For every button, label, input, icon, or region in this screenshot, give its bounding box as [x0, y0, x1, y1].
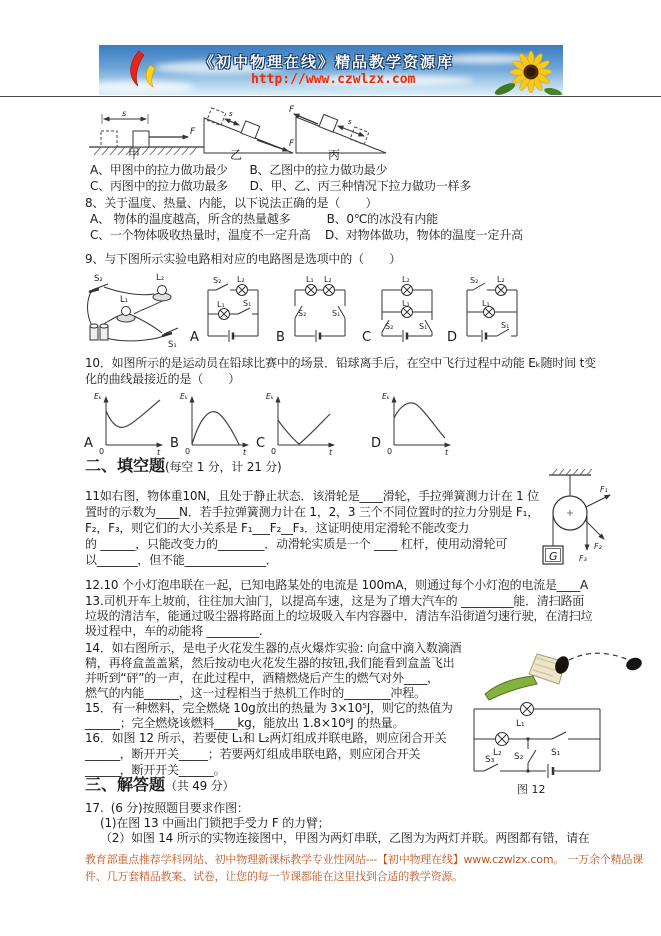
figure-graph-a	[92, 387, 168, 457]
lamp-l2-label: L₂	[493, 748, 502, 758]
force-f1-label: F₁	[600, 485, 608, 494]
figure-graph-c	[264, 387, 340, 457]
graph-c-label: C	[256, 436, 265, 451]
lamp-l2-label: L₂	[497, 275, 505, 284]
q16-line1: 16．如图 12 所示，若要使 L₁和 L₂两灯组成并联电路，则应闭合开关	[85, 731, 447, 745]
section2-note: (每空 1 分，计 21 分)	[165, 460, 282, 474]
force-label: F	[289, 139, 295, 149]
figure-circuit-option-d	[461, 274, 523, 344]
lamp-l1-label: L₁	[402, 299, 410, 308]
graph-ylabel: Eₖ	[94, 392, 102, 401]
switch-s2-label: S₂	[94, 274, 103, 284]
lamp-l1-label: L₁	[516, 719, 525, 729]
q11-line4: 的 ______，只能改变力的________．动滑轮实质是一个 ____ 杠杆，使用动滑轮可	[85, 537, 508, 551]
q17-part1: (1)在图 13 中画出门锁把手受力 F 的力臂；	[100, 816, 330, 830]
q10-stem-line2: 化的曲线最接近的是（ ）	[85, 372, 241, 386]
circuit-option-b-label: B	[276, 330, 285, 345]
q16-line3: ______，断开开关______。	[85, 763, 226, 777]
q17-part2: （2）如图 14 所示的实物连接图中，甲图为两灯串联，乙图为为两灯并联。两图都有错，请在	[100, 831, 590, 845]
graph-xlabel: t	[157, 448, 161, 457]
header-divider	[0, 96, 661, 97]
figure-circuit-option-b	[289, 274, 351, 344]
site-logo-icon	[125, 50, 165, 90]
q13-line2: 垃圾的清洁车，能通过吸尘器将路面上的垃圾吸入车内容器中．清洁车沿街道匀速行驶，在清扫垃	[85, 609, 593, 623]
section2-heading	[85, 458, 282, 475]
q14-line1: 14．如右图所示，是电子火花发生器的点火爆炸实验: 向盒中滴入数滴酒	[85, 641, 462, 655]
graph-ylabel: Eₖ	[266, 392, 274, 401]
graph-ylabel: Eₖ	[180, 392, 188, 401]
figure-bing-label: 丙	[328, 148, 340, 162]
q8-options-cd: C、一个物体吸收热量时，温度不一定升高 D、对物体做功，物体的温度一定升高	[90, 228, 523, 242]
graph-xlabel: t	[445, 448, 449, 457]
figure-graph-b	[178, 387, 254, 457]
sunflower-icon	[487, 45, 563, 95]
q11-line5: 以_______，但不能______________．	[85, 553, 278, 567]
lamp-l1-label: L₁	[482, 299, 490, 308]
graph-b-label: B	[170, 436, 179, 451]
q7-options-ab: A、甲图中的拉力做功最少 B、乙图中的拉力做功最少	[90, 163, 388, 177]
site-banner	[99, 45, 563, 95]
footer-line2: 件、几万套精品教案、试卷，让您的每一节课都能在这里找到合适的教学资源。	[85, 870, 463, 883]
q8-stem: 8、关于温度、热量、内能，以下说法正确的是（ ）	[85, 196, 378, 210]
lamp-l1-label: L₁	[217, 300, 225, 309]
force-label: F	[289, 105, 295, 115]
graph-d-label: D	[371, 436, 381, 451]
banner-url: http://www.czwlzx.com	[251, 72, 416, 87]
section3-title: 三、解答题	[85, 775, 166, 794]
switch-s1-label: S₁	[243, 299, 252, 308]
q14-line2: 精，再将盒盖盖紧，然后按动电火花发生器的按钮,我们能看到盒盖飞出	[85, 656, 455, 670]
switch-s2-label: S₂	[470, 276, 479, 285]
q15-line2: ______；完全燃烧该燃料____kg，能放出 1.8×10⁸J 的热量。	[85, 716, 405, 730]
switch-s2-label: S₂	[298, 309, 307, 318]
q11-line1: 11如右图，物体重10N，且处于静止状态．该滑轮是____滑轮，手拉弹簧测力计在 1 位	[85, 489, 539, 503]
force-label: F	[190, 127, 196, 137]
graph-origin: 0	[271, 447, 277, 456]
q12-text: 12.10 个小灯泡串联在一起，已知电路某处的电流是 100mA，则通过每个小灯泡的电流是____A	[85, 578, 588, 592]
q9-stem: 9、与下图所示实验电路相对应的电路图是选项中的（ ）	[85, 252, 401, 266]
q14-line3: 并听到“砰”的一声，在此过程中，酒精燃烧后产生的燃气对外____，	[85, 671, 439, 685]
force-f2-label: F₂	[594, 542, 602, 551]
q11-line2: 置时的示数为____N．若手拉弹簧测力计在 1，2，3 三个不同位置时的拉力分别是 F₁，	[85, 505, 540, 519]
q14-line4: 燃气的内能______，这一过程相当于热机工作时的________冲程。	[85, 686, 426, 700]
figure-circuit-option-a	[202, 274, 264, 344]
figure-yi-label: 乙	[230, 148, 242, 162]
graph-a-label: A	[84, 436, 93, 451]
circuit-option-c-label: C	[362, 330, 371, 345]
section3-heading	[85, 777, 234, 794]
q13-line3: 圾过程中，车的动能将 _________.	[85, 624, 263, 638]
figure-graph-d	[380, 387, 456, 457]
circuit-option-d-label: D	[447, 330, 457, 345]
distance-label: s	[229, 110, 233, 118]
switch-s1-label: S₁	[332, 309, 341, 318]
section3-note: （共 49 分）	[165, 779, 235, 793]
footer-line1: 教育部重点推荐学科网站、初中物理新课标教学专业性网站---【初中物理在线】www.czwlzx.com。 一万余个精品课	[85, 853, 644, 866]
switch-s1-label: S₁	[419, 322, 428, 331]
figure-yi-block-on-incline	[196, 104, 296, 160]
lamp-l2-label: L₂	[156, 273, 165, 283]
switch-s2-label: S₂	[213, 276, 222, 285]
switch-s2-label: S₂	[385, 322, 394, 331]
q10-stem-line1: 10．如图所示的是运动员在铅球比赛中的场景．铅球离手后，在空中飞行过程中动能 Eₖ随时间 t变	[85, 356, 596, 370]
distance-label: s	[122, 109, 127, 118]
graph-ylabel: Eₖ	[382, 392, 390, 401]
circuit-option-a-label: A	[190, 330, 199, 345]
lamp-l1-label: L₁	[306, 275, 314, 284]
switch-s3-label: S₃	[485, 755, 495, 765]
lamp-l2-label: L₂	[237, 275, 245, 284]
graph-origin: 0	[99, 447, 105, 456]
q8-options-ab: A、 物体的温度越高，所含的热量越多 B、0℃的冰没有内能	[90, 212, 438, 226]
weight-label: G	[549, 550, 558, 563]
q11-line3: F₂，F₃，则它们的大小关系是 F₁___F₂__F₃．这证明使用定滑轮不能改变力	[85, 521, 470, 535]
q17-stem: 17. (6 分)按照题目要求作图：	[85, 801, 249, 815]
switch-s2-label: S₂	[514, 752, 524, 762]
switch-s1-label: S₁	[168, 340, 177, 350]
section2-title: 二、填空题	[85, 456, 166, 475]
force-f3-label: F₃	[579, 554, 587, 563]
lamp-l1-label: L₁	[120, 295, 129, 305]
q15-line1: 15．有一种燃料，完全燃烧 10g放出的热量为 3×10⁵J，则它的热值为	[85, 701, 453, 715]
figure-12-caption: 图 12	[517, 783, 546, 796]
q13-line1: 13.司机开车上坡前，往往加大油门，以提高车速，这是为了增大汽车的 _________能．清扫路面	[85, 594, 585, 608]
distance-label: s	[348, 118, 352, 126]
graph-xlabel: t	[329, 448, 333, 457]
q7-options-cd: C、丙图中的拉力做功最多 D、甲、乙、丙三种情况下拉力做功一样多	[90, 179, 472, 193]
figure-fixed-pulley	[527, 466, 615, 576]
q16-line2: ______，断开开关_____；若要两灯组成串联电路，则应闭合开关	[85, 747, 421, 761]
figure-experimental-circuit	[84, 270, 194, 348]
figure-jia-label: 甲	[128, 147, 140, 161]
graph-origin: 0	[387, 447, 393, 456]
switch-s1-label: S₁	[551, 748, 561, 758]
figure-circuit-option-c	[376, 274, 438, 344]
figure-jia-block-on-ground	[88, 106, 206, 160]
figure-12-circuit	[462, 697, 612, 799]
graph-origin: 0	[185, 447, 191, 456]
lamp-l2-label: L₂	[324, 275, 332, 284]
switch-s1-label: S₁	[501, 321, 510, 330]
lamp-l2-label: L₂	[402, 275, 410, 284]
graph-xlabel: t	[243, 448, 247, 457]
banner-title: 《初中物理在线》精品教学资源库	[199, 53, 455, 71]
